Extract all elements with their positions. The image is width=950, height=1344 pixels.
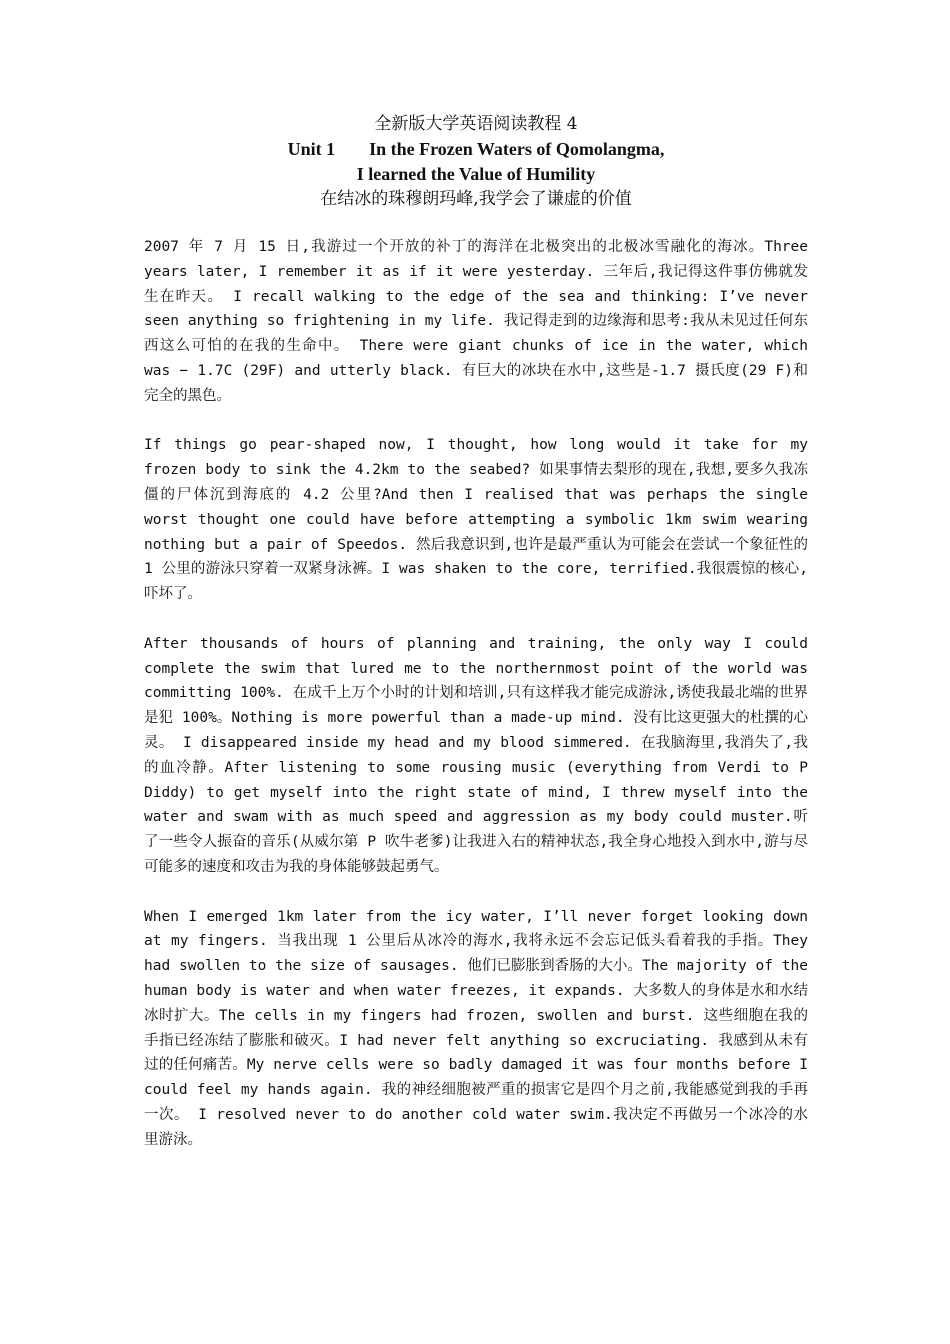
unit-number: Unit 1 — [287, 139, 336, 159]
course-title: 全新版大学英语阅读教程 4 — [374, 114, 578, 134]
paragraph-4: When I emerged 1km later from the icy water, I’ll never forget looking down at my fingers. 当我出现 1 公里后从冰冷的海水,我将永远不会忘记低头看着我的手指。They had swollen to the size of sausages. 他们已膨胀到香肠的大小。The majority of the human body is water and when water freezes, it expands. 大多数人的身体是水和水结冰时扩大。The cells in my fingers had frozen, swollen and burst. 这些细胞在我的手指已经冻结了膨胀和破灭。I had never felt anything so excruciating. 我感到从未有过的任何痛苦。My nerve cells were so badly damaged it was four months before I could feel my hands again. 我的神经细胞被严重的损害它是四个月之前,我能感觉到我的手再一次。 I resolved never to do another cold water swim.我决定不再做另一个冰冷的水里游泳。 — [144, 908, 808, 1148]
article-body — [144, 235, 808, 1152]
paragraph-1: 2007 年 7 月 15 日,我游过一个开放的补丁的海洋在北极突出的北极冰雪融化的海冰。Three years later, I remember it as if it were yesterday. 三年后,我记得这件事仿佛就发生在昨天。 I recall walking to the edge of the sea and thinking: I’ve never seen anything so frightening in my life. 我记得走到的边缘海和思考:我从未见过任何东西这么可怕的在我的生命中。 There were giant chunks of ice in the water, which was − 1.7C (29F) and utterly black. 有巨大的冰块在水中,这些是-1.7 摄氏度(29 F)和完全的黑色。 — [144, 239, 808, 404]
article-title-line2: I learned the Value of Humility — [356, 164, 596, 184]
document-header — [144, 112, 808, 212]
paragraph-2: If things go pear-shaped now, I thought, how long would it take for my frozen body to sink the 4.2km to the seabed? 如果事情去梨形的现在,我想,要多久我冻僵的尸体沉到海底的 4.2 公里?And then I realised that was perhaps the single worst thought one could have before attempting a symbolic 1km swim wearing nothing but a pair of Speedos. 然后我意识到,也许是最严重认为可能会在尝试一个象征性的 1 公里的游泳只穿着一双紧身泳裤。I was shaken to the core, terrified.我很震惊的核心,吓坏了。 — [144, 437, 808, 603]
article-title-zh: 在结冰的珠穆朗玛峰,我学会了谦虚的价值 — [320, 189, 632, 209]
paragraph-3: After thousands of hours of planning and training, the only way I could complete the swim that lured me to the northernmost point of the world was committing 100%. 在成千上万个小时的计划和培训,只有这样我才能完成游泳,诱使我最北端的世界是犯 100%。Nothing is more powerful than a made-up mind. 没有比这更强大的杜撰的心灵。 I disappeared inside my head and my blood simmered. 在我脑海里,我消失了,我的血冷静。After listening to some rousing music (everything from Verdi to P Diddy) to get myself into the right state of mind, I threw myself into the water and swam with as much speed and aggression as my body could muster.听了一些令人振奋的音乐(从威尔第 P 吹牛老爹)让我进入右的精神状态,我全身心地投入到水中,游与尽可能多的速度和攻击为我的身体能够鼓起勇气。 — [144, 635, 808, 875]
document-page — [144, 112, 808, 1177]
article-title-line1: In the Frozen Waters of Qomolangma, — [369, 139, 665, 159]
unit-title-line — [144, 137, 808, 162]
